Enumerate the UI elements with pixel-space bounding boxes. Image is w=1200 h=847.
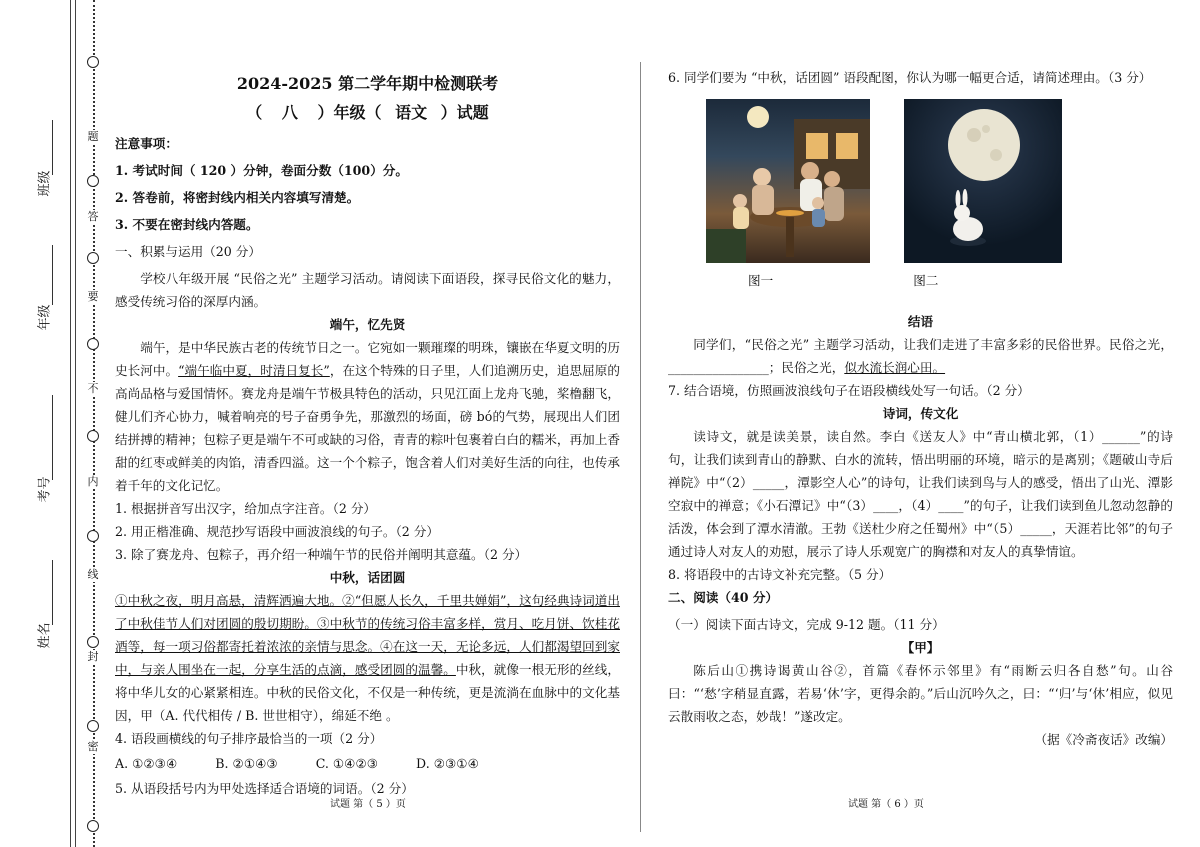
subject-value: 语文 [395,103,428,122]
seal-char: 密 [87,740,99,753]
seal-char: 题 [87,130,99,143]
right-page [668,66,1173,751]
subsection-heading: （一）阅读下面古诗文，完成 9-12 题。（11 分） [668,617,945,632]
question: 2. 用正楷准确、规范抄写语段中画波浪线的句子。（2 分） [115,524,439,539]
zhongqiu-paragraph [115,589,620,727]
question: 7. 结合语境，仿照画波浪线句子在语段横线处写一句话。（2 分） [668,383,1030,398]
exam-title: 2024-2025 第二学年期中检测联考 [236,74,499,93]
question: 3. 除了赛龙舟、包粽子，再介绍一种端午节的民俗并阐明其意蕴。（2 分） [115,547,528,562]
page-divider [640,62,641,832]
seal-char: 内 [87,475,99,488]
class-field-line[interactable] [52,120,53,175]
note-item: 3. 不要在密封线内答题。 [115,217,259,232]
option: D. ②③①④ [416,756,479,771]
seal-char: 线 [87,568,99,581]
figure-caption: 图二 [913,273,939,288]
section-heading: 一、积累与运用（20 分） [115,244,261,259]
paragraph-text: 中秋，就像一根无形的丝线，将中华儿女的心紧紧相连。中秋的民俗文化，不仅是一种传统，更是流淌在血脉中的文化基因，甲（A. 代代相传 / B. 世世相守），绵延不绝 。 [115,662,621,723]
family-moon-image [706,99,870,263]
question: 6. 同学们要为 “中秋，话团圆” 语段配图，你认为哪一幅更合适，请简述理由。（3 分） [668,70,1152,85]
exam-subtitle [115,101,620,124]
binding-hole [87,338,99,350]
figure-row [706,99,1173,263]
binding-hole [87,530,99,542]
frame-line [75,0,76,847]
answer-blank[interactable]: ________________ [668,360,769,375]
binding-hole [87,430,99,442]
wavy-line-sentence: 似水流长润心田。 [844,360,946,375]
option: A. ①②③④ [115,756,178,771]
paren-mid: ）年级（ [317,103,382,122]
paragraph-text: ；民俗之光， [768,360,845,375]
binding-hole [87,175,99,187]
options-row [115,752,620,775]
grade-value: 八 [281,103,298,122]
binding-hole [87,636,99,648]
seal-char: 答 [87,210,99,223]
passage-paragraph: 陈后山①携诗谒黄山谷②，首篇《春怀示邻里》有“雨断云归各自愁”句。山谷曰：“‘愁’字稍显直露，若易‘休’字，更得余韵。”后山沉吟久之，曰：“‘归’与‘休’相应，似见云散雨收之态，妙哉！”遂改定。 [668,663,1173,724]
paragraph-text: ，在这个特殊的日子里，人们追溯历史，追思屈原的高尚品格与爱国情怀。赛龙舟是端午节极具特色的活动，只见江面上龙舟飞驰，桨橹翻飞，健儿们齐心协力，喊着响亮的号子奋勇争先，那激烈的场面，磅 bó的气势，展现出人们团结拼搏的精神；包粽子更是端午不可或缺的习俗，青青的粽叶包裹着白白的糯米，再加上香甜的红枣或鲜美的肉馅，清香四溢。这一个个粽子，饱含着人们对美好生活的向往，也传承着千年的文化记忆。 [115,363,621,493]
name-field-label: 姓名 [37,622,53,649]
passage-label: 【甲】 [901,640,940,655]
underlined-sentences: ①中秋之夜，明月高悬，清辉洒遍大地。②“但愿人长久，千里共婵娟”，这句经典诗词道出了中秋佳节人们对团圆的殷切期盼。③中秋节的传统习俗丰富多样，赏月、吃月饼、饮桂花酒等，每一项习俗都寄托着浓浓的亲情与思念。④在这一天，无论多远，人们都渴望回到家中，与亲人围坐在一起，分享生活的点滴，感受团圆的温馨。 [115,593,620,677]
binding-strip [0,0,105,847]
left-page [115,70,620,800]
seal-char: 不 [87,382,99,395]
option: C. ①④②③ [315,756,379,771]
figure-captions [748,269,1173,292]
question: 5. 从语段括号内为甲处选择适合语境的词语。（2 分） [115,781,414,796]
binding-hole [87,252,99,264]
option: B. ②①④③ [215,756,278,771]
figure-caption: 图一 [748,273,774,288]
frame-line [70,0,71,847]
binding-hole [87,820,99,832]
binding-hole [87,720,99,732]
underlined-sentence: “端午临中夏，时清日复长” [178,363,330,378]
question: 1. 根据拼音写出汉字，给加点字注音。（2 分） [115,501,377,516]
part-title: 中秋，话团圆 [329,570,406,585]
paren-close: ）试题 [440,103,489,122]
exam-number-field-label: 考号 [37,476,53,503]
part-title: 端午，忆先贤 [329,317,406,332]
conclusion-paragraph [668,333,1173,379]
name-field-line[interactable] [52,560,53,625]
passage-source: （据《冷斋夜话》改编） [1034,732,1173,747]
seal-char: 要 [87,290,99,303]
grade-field-label: 年级 [37,304,53,331]
note-item: 2. 答卷前，将密封线内相关内容填写清楚。 [115,190,360,205]
duanwu-paragraph [115,336,620,497]
question: 4. 语段画横线的句子排序最恰当的一项（2 分） [115,731,383,746]
seal-char: 封 [87,650,99,663]
class-field-label: 班级 [37,170,53,197]
notes-heading: 注意事项： [115,136,178,151]
page-number: 试题 第（ 6 ）页 [848,799,924,810]
moon-rabbit-image [904,99,1062,263]
poem-paragraph: 读诗文，就是读美景，读自然。李白《送友人》中“青山横北郭，（1）______”的诗句，让我们读到青山的静默、白水的流转，悟出明丽的环境，暗示的是离别；《题破山寺后禅院》中“（2）_____，潭影空人心”的诗句，让我们读到鸟与人的感受，悟出了山光、潭影空寂中的禅意；《小石潭记》中“（3）____，（4）____”的句子，让我们读到鱼儿忽动忽静的活泼，体会到了潭水清澈。王勃《送杜少府之任蜀州》中“（5）_____，天涯若比邻”的句子通过诗人对友人的劝慰，展示了诗人乐观宽广的胸襟和对友人的真挚情谊。 [668,429,1173,559]
intro-paragraph: 学校八年级开展 “民俗之光” 主题学习活动。请阅读下面语段，探寻民俗文化的魅力，感受传统习俗的深厚内涵。 [115,271,620,309]
page-number: 试题 第（ 5 ）页 [330,799,406,810]
exam-number-field-line[interactable] [52,395,53,480]
part-title: 诗词，传文化 [882,406,959,421]
part-title: 结语 [907,314,934,329]
grade-field-line[interactable] [52,245,53,305]
binding-hole [87,56,99,68]
paragraph-text: 同学们，“民俗之光” 主题学习活动，让我们走进了丰富多彩的民俗世界。民俗之光， [693,337,1173,352]
note-item: 1. 考试时间（ 120 ）分钟，卷面分数（100）分。 [115,163,408,178]
paragraph-text: 端午，是中华民族古老的传统节日之一。它宛如一颗璀璨的明珠，镶嵌在华夏文明的历史长河中。 [115,340,620,378]
question: 8. 将语段中的古诗文补充完整。（5 分） [668,567,892,582]
paren-open: （ [246,103,263,122]
section-heading: 二、阅读（40 分） [668,590,779,605]
